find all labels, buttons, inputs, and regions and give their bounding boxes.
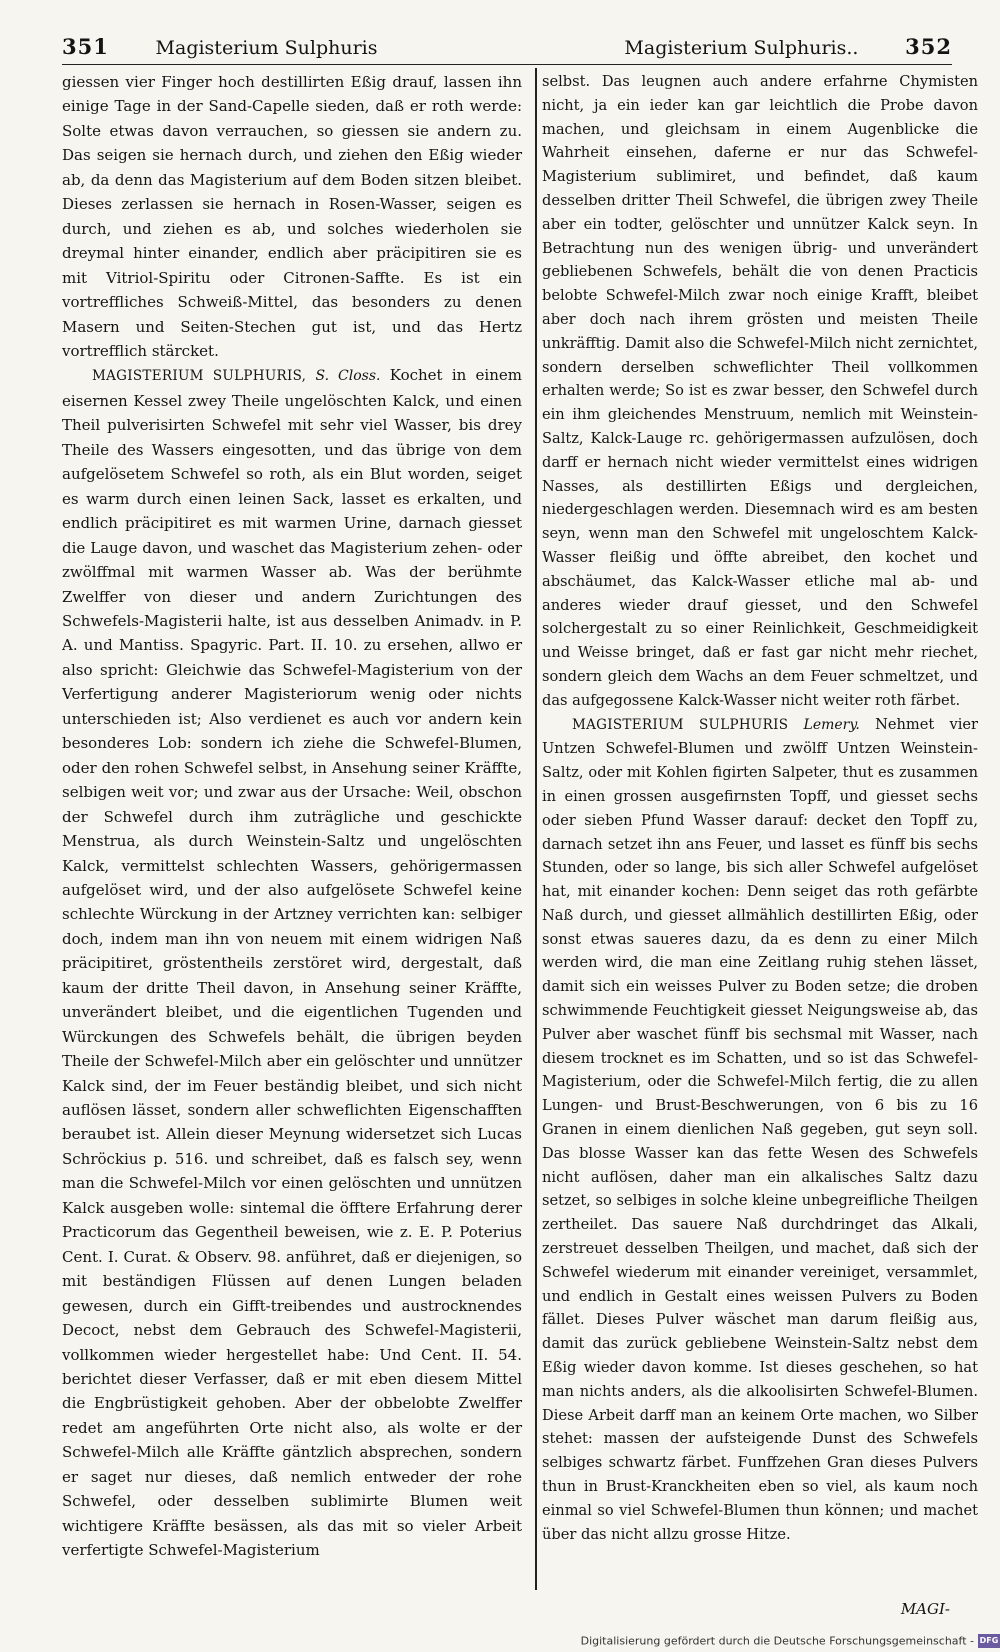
left-paragraph-2 [62,363,522,1562]
right-page-number: 352 [905,34,952,59]
entry-text: Nehmet vier Untzen Schwefel-Blumen und zwölff Untzen Weinstein-Saltz, oder mit Kohlen figirten Salpeter, thut es zusammen in einen grossen ausgefirnsten Topff, und giesset sechs oder sieben Pfund Wasser darauf: decket den Topff zu, darnach setzet ihn ans Feuer, und lasset es fünff bis sechs Stunden, oder so lange, bis sich aller Schwefel aufgelöset hat, mit einander kochen: Denn seiget das roth gefärbte Naß durch, und giesset allmählich destillirten Eßig, oder sonst etwas saueres dazu, da es denn zu einer Milch werden wird, die man eine Zeitlang ruhig stehen lässet, damit sich ein weisses Pulver zu Boden setze; die droben schwimmende Feuchtigkeit giesset Neigungsweise ab, das Pulver aber waschet fünff bis sechsmal mit Wasser, nach diesem trocknet es im Schatten, und so ist das Schwefel-Magisterium, oder die Schwefel-Milch fertig, die zu allen Lungen- und Brust-Beschwerungen, von 6 bis zu 16 Granen in einem dienlichen Naß gegeben, gut seyn soll. Das blosse Wasser kan das fette Wesen des Schwefels nicht auflösen, daher man ein alkalisches Saltz dazu setzet, so selbiges in solche kleine unbegreifliche Theilgen zertheilet. Das sauere Naß durchdringet das Alkali, zerstreuet desselben Theilgen, und machet, daß sich der Schwefel wiederum mit einander vereiniget, versammlet, und endlich in Gestalt eines weissen Pulvers zu Boden fället. Dieses Pulver wäschet man darum fleißig aus, damit das zurück gebliebene Weinstein-Saltz nebst dem Eßig wieder davon komme. Ist dieses geschehen, so hat man nichts anders, als die alkoolisirten Schwefel-Blumen. Diese Arbeit darff man an keinem Orte machen, wo Silber stehet: massen der aufsteigende Dunst des Schwefels selbiges schwartz färbet. Funffzehen Gran dieses Pulvers thun in Brust-Kranckheiten eben so viel, als kaum noch einmal so viel Schwefel-Blumen thun können; und machet über das nicht allzu grosse Hitze. [542,715,979,1543]
entry-text: Kochet in einem eisernen Kessel zwey Theile ungelöschten Kalck, und einen Theil pulverisirten Schwefel mit sehr viel Wasser, bis drey Theile des Wassers eingesotten, und das übrige von dem aufgelösetem Schwefel so roth, als ein Blut worden, seiget es warm durch einen leinen Sack, lasset es erkalten, und endlich präcipitiret es mit warmen Urine, darnach giesset die Lauge davon, und waschet das Magisterium zehen- oder zwölffmal mit warmen Wasser ab. Was der berühmte Zwelffer von dieser und andern Zurichtungen des Schwefels-Magisterii halte, ist aus desselben Animadv. in P. A. und Mantiss. Spagyric. Part. II. 10. zu ersehen, allwo er also spricht: Gleichwie das Schwefel-Magisterium von der Verfertigung anderer Magisteriorum wenig oder nichts unterschieden ist; Also verdienet es auch vor andern kein besonderes Lob: sondern ich ziehe die Schwefel-Blumen, oder den rohen Schwefel selbst, in Ansehung seiner Kräffte, selbigen weit vor; und zwar aus der Ursache: Weil, obschon der Schwefel durch ihm zuträgliche und geschickte Menstrua, als durch Weinstein-Saltz und ungelöschten Kalck, vermittelst schlechten Wassers, gehörigermassen aufgelöset wird, und der also aufgelösete Schwefel keine schlechte Würckung in der Artzney verrichten kan: selbiger doch, indem man ihn von neuem mit einem widrigen Naß präcipitiret, gröstentheils zerstöret wird, dergestalt, daß kaum der dritte Theil davon, in Ansehung seiner Kräffte, unverändert bleibet, und die eigentlichen Tugenden und Würckungen des Schwefels behält, die übrigen beyden Theile der Schwefel-Milch aber ein gelöschter und unnützer Kalck sind, der im Feuer beständig bleibet, und sich nicht auflösen lässet, sondern aller schweflichten Eigenschafften beraubet ist. Allein dieser Meynung widersetzet sich Lucas Schröckius p. 516. und schreibet, daß es falsch sey, wenn man die Schwefel-Milch vor einen gelöschten und unnützen Kalck ausgeben wolle: sintemal die öfftere Erfahrung derer Practicorum das Gegentheil beweisen, wie z. E. P. Poterius Cent. I. Curat. & Observ. 98. anführet, daß er diejenigen, so mit beständigen Flüssen auf denen Lungen beladen gewesen, durch ein Gifft-treibendes und austrocknendes Decoct, nebst dem Gebrauch des Schwefel-Magisterii, vollkommen wieder hergestellet habe: Und Cent. II. 54. berichtet dieser Verfasser, daß er mit eben diesem Mittel die Engbrüstigkeit gehoben. Aber der obbelobte Zwelffer redet am angeführten Orte nicht also, als wolte er der Schwefel-Milch alle Kräffte gäntzlich absprechen, sondern er saget nur dieses, daß nemlich entweder der rohe Schwefel, oder desselben sublimirte Blumen weit wichtigere Kräffte besässen, als das mit so vieler Arbeit verfertigte Schwefel-Magisterium [62,366,522,1560]
entry-heading: MAGISTERIUM SULPHURIS, [92,368,307,385]
left-column [62,70,522,1563]
footer-text: Digitalisierung gefördert durch die Deutsche Forschungsgemeinschaft - [580,1634,974,1648]
entry-heading: MAGISTERIUM SULPHURIS [572,716,789,733]
right-paragraph-2 [542,713,978,1547]
left-running-title: Magisterium Sulphuris [155,37,378,59]
right-column [542,70,978,1546]
entry-source: S. Closs. [315,368,381,385]
running-header [62,34,952,65]
entry-source: Lemery. [803,716,860,733]
digitization-footer [581,1634,1000,1652]
left-page-number: 351 [62,34,109,59]
header-left [62,34,378,59]
dfg-logo-icon: DFG [978,1634,1000,1648]
right-running-title: Magisterium Sulphuris.. [624,37,859,59]
catchword: MAGI- [900,1600,950,1618]
header-right [624,34,952,59]
right-paragraph-1: selbst. Das leugnen auch andere erfahrne Chymisten nicht, ja ein ieder kan gar leichtlich die Probe davon machen, und gleichsam in einem Augenblicke die Wahrheit einsehen, daferne er nur das Schwefel-Magisterium sublimiret, und befindet, daß kaum desselben dritter Theil Schwefel, die übrigen zwey Theile aber ein todter, gelöschter und unnützer Kalck seyn. In Betrachtung nun des wenigen übrig- und unverändert gebliebenen Schwefels, behält die von denen Practicis belobte Schwefel-Milch zwar noch einige Krafft, bleibet aber doch nach ihrem grösten und meisten Theile unkräfftig. Damit also die Schwefel-Milch nicht zernichtet, sondern derselben schweflichter Theil vollkommen erhalten werde; So ist es zwar besser, den Schwefel durch ein ihm gleichendes Menstruum, nemlich mit Weinstein-Saltz, Kalck-Lauge rc. gehörigermassen aufzulösen, doch darff er hernach nicht wieder vermittelst eines widrigen Nasses, als destillirten Eßigs und dergleichen, niedergeschlagen werden. Diesemnach wird es am besten seyn, wenn man den Schwefel mit ungeloschtem Kalck-Wasser fleißig und öffte abreibet, den kochet und abschäumet, das Kalck-Wasser etliche mal ab- und anderes wieder drauf giesset, und den Schwefel solchergestalt zu so einer Reinlichkeit, Geschmeidigkeit und Weisse bringet, daß er fast gar nicht mehr riechet, sondern gleich dem Wachs an dem Feuer schmeltzet, und das aufgegossene Kalck-Wasser nicht weiter roth färbet. [542,73,978,709]
left-paragraph-1: giessen vier Finger hoch destillirten Eßig drauf, lassen ihn einige Tage in der Sand-Capelle sieden, daß er roth werde: Solte etwas davon verrauchen, so giessen sie andern zu. Das seigen sie hernach durch, und ziehen den Eßig wieder ab, da denn das Magisterium auf dem Boden sitzen bleibet. Dieses zerlassen sie hernach in Rosen-Wasser, seigen es durch, und ziehen es ab, und solches wiederholen sie dreymal hinter einander, endlich aber präcipitiren sie es mit Vitriol-Spiritu oder Citronen-Saffte. Es ist ein vortreffliches Schweiß-Mittel, das besonders zu denen Masern und Seiten-Stechen gut ist, und das Hertz vortrefflich stärcket. [62,73,522,360]
column-divider [535,68,537,1590]
